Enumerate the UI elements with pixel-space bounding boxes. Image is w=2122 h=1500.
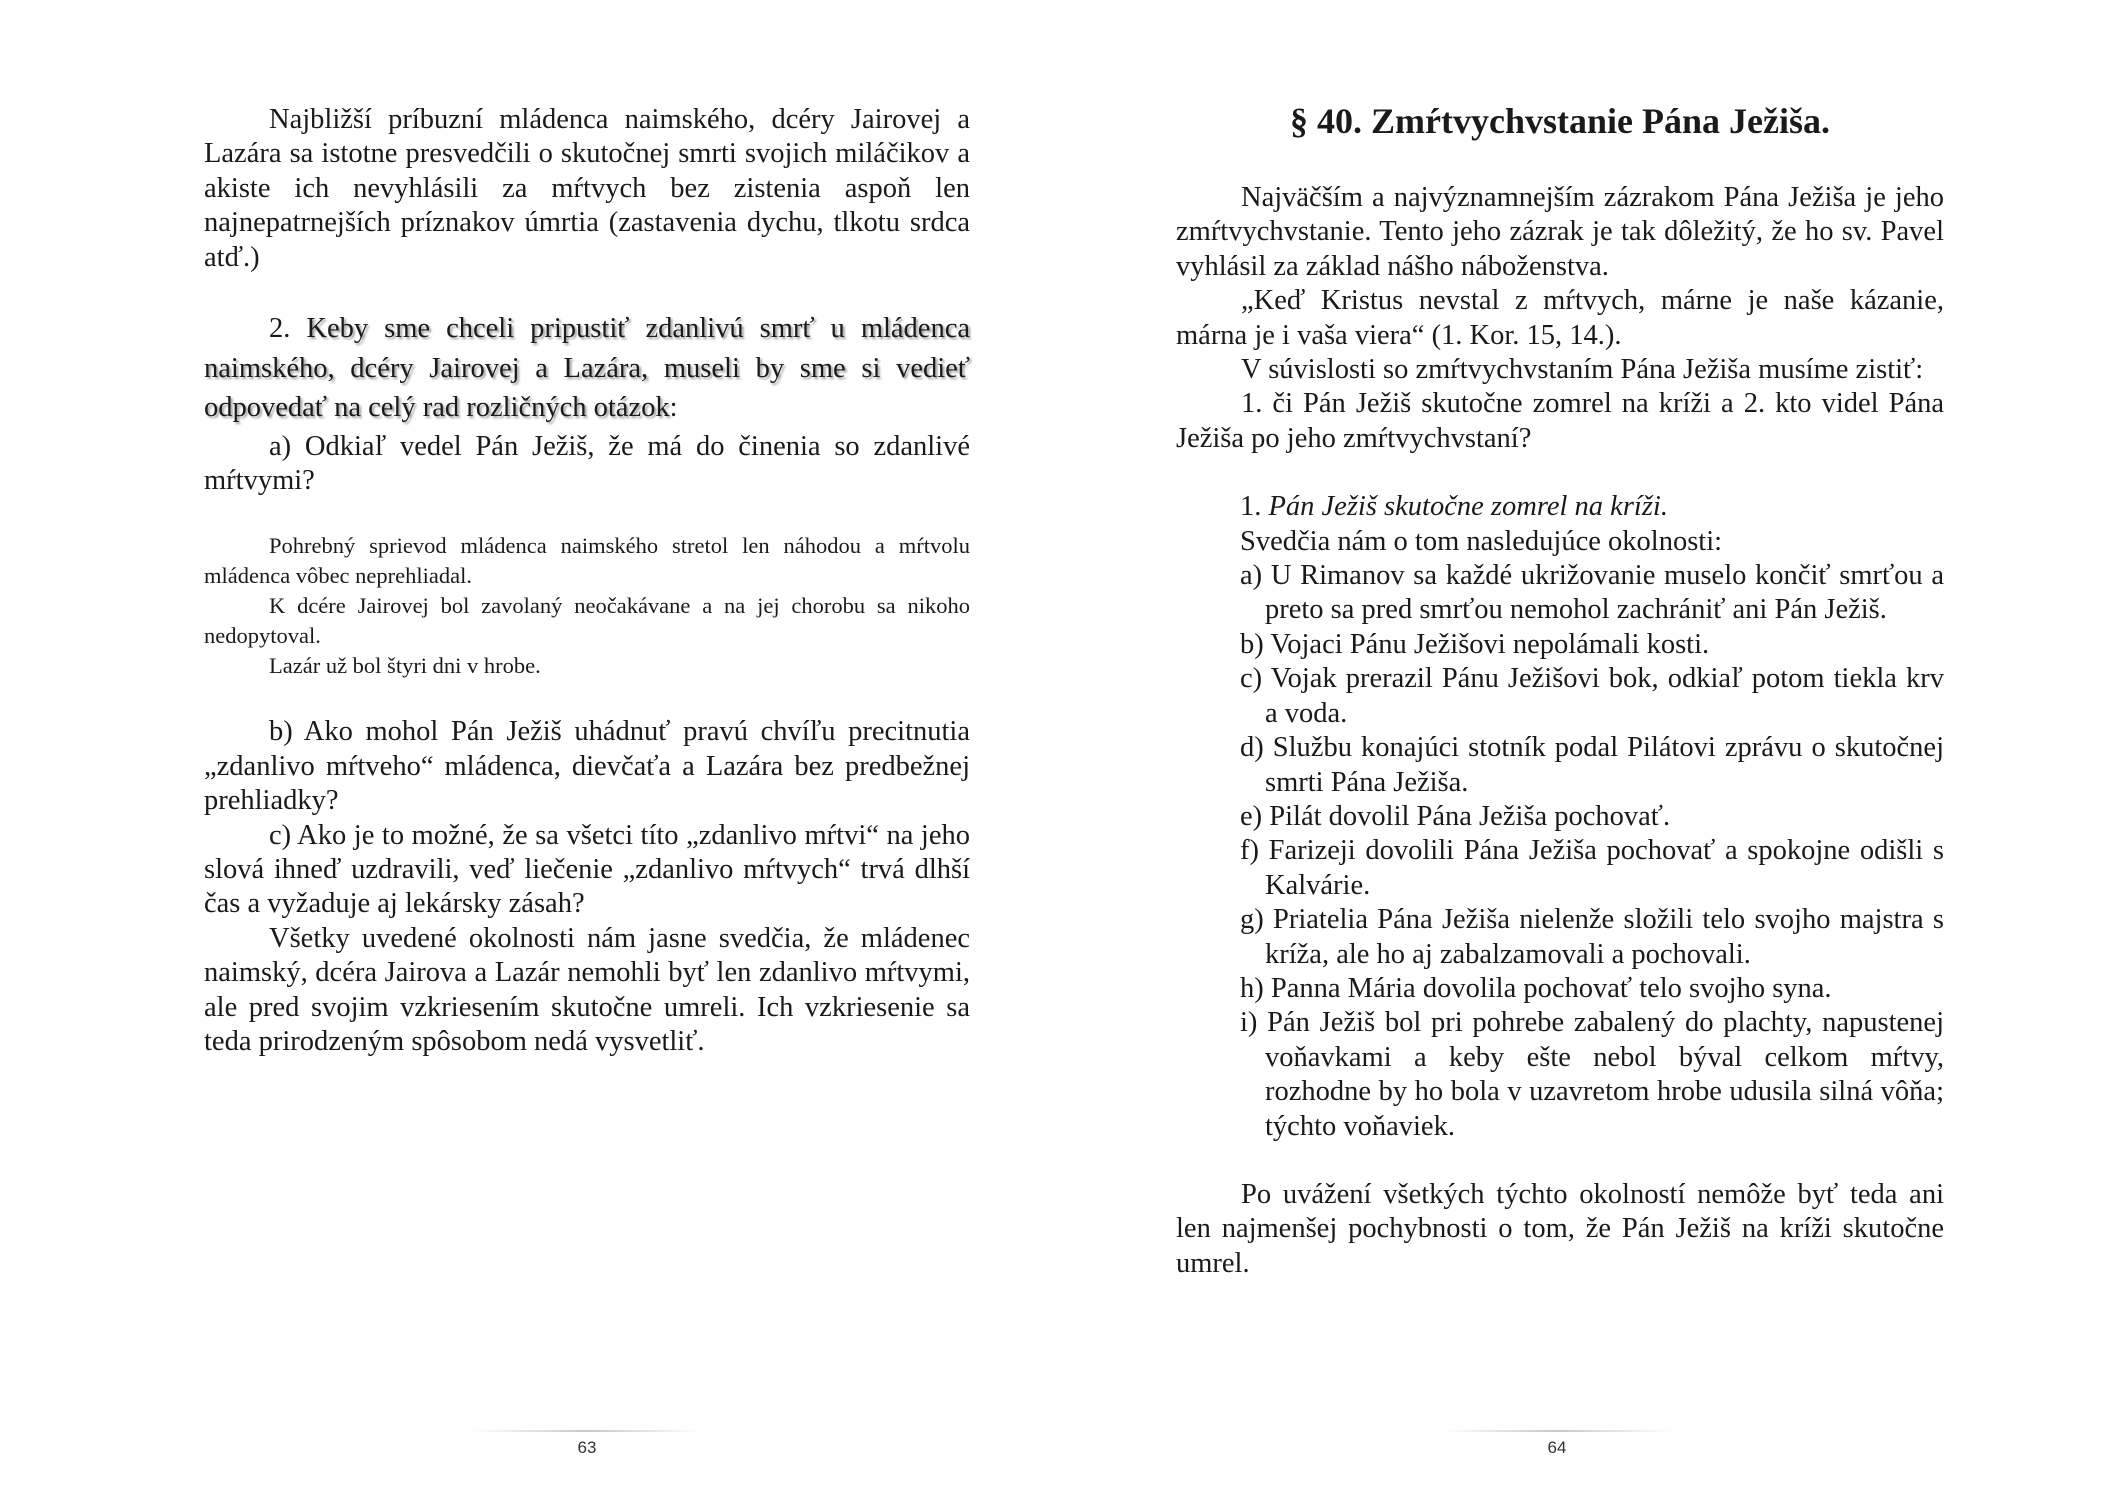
left-page (204, 0, 970, 1500)
list-item: i) Pán Ježiš bol pri pohrebe zabalený do plachty, napustenej voňavkami a keby ešte nebol býval celkom mŕtvy, rozhodne by ho bola v uzavretom hrobe udusila silná vôňa; týchto voňaviek. (1240, 1007, 1944, 1142)
left-question-a: a) Odkiaľ vedel Pán Ježiš, že má do činenia so zdanlivé mŕtvymi? (204, 430, 970, 496)
left-small-note-3: Lazár už bol štyri dni v hrobe. (269, 653, 541, 679)
list-item: h) Panna Mária dovolila pochovať telo svojho syna. (1240, 972, 1832, 1004)
right-section-1-intro: Svedčia nám o tom nasledujúce okolnosti: (1240, 525, 1723, 557)
right-footer-rule (1442, 1430, 1672, 1432)
left-point-2-number: 2. (269, 313, 291, 345)
list-item: f) Farizeji dovolili Pána Ježiša pochovať a spokojne odišli s Kalvárie. (1240, 835, 1944, 901)
left-conclusion: Všetky uvedené okolnosti nám jasne svedčia, že mládenec naimský, dcéra Jairova a Lazár nemohli byť len zdanlivo mŕtvymi, ale pred svojim vzkriesením skutočne umreli. Ich vzkriesenie sa teda prirodzeným spôsobom nedá vysvetliť. (204, 922, 970, 1057)
right-conclusion: Po uvážení všetkých týchto okolností nemôže byť teda ani len najmenšej pochybnosti o tom, že Pán Ježiš na kríži skutočne umrel. (1176, 1178, 1944, 1279)
left-page-footer (472, 1430, 702, 1458)
left-small-notes (204, 531, 970, 681)
list-item: b) Vojaci Pánu Ježišovi nepolámali kosti. (1240, 628, 1710, 660)
right-section-heading: § 40. Zmŕtvychvstanie Pána Ježiša. (1290, 101, 1830, 141)
left-footer-rule (472, 1430, 702, 1432)
list-item: g) Priatelia Pána Ježiša nielenže složili telo svojho majstra s kríža, ale ho aj zabalzamovali a pochovali. (1240, 904, 1944, 970)
list-item: d) Službu konajúci stotník podal Pilátovi zprávu o skutočnej smrti Pána Ježiša. (1240, 732, 1944, 798)
right-section-1-number: 1. (1240, 491, 1262, 523)
right-paragraph-1: Najväčším a najvýznamnejším zázrakom Pána Ježiša je jeho zmŕtvychvstanie. Tento jeho zázrak je tak dôležitý, že ho sv. Pavel vyhlásil za základ nášho náboženstva. (1176, 182, 1944, 282)
left-point-2-paragraph (204, 309, 970, 428)
list-item: c) Vojak prerazil Pánu Ježišovi bok, odkiaľ potom tiekla krv a voda. (1240, 663, 1944, 729)
list-item: a) U Rimanov sa každé ukrižovanie muselo končiť smrťou a preto sa pred smrťou nemohol zachrániť ani Pán Ježiš. (1240, 560, 1944, 626)
left-intro-paragraph: Najbližší príbuzní mládenca naimského, dcéry Jairovej a Lazára sa istotne presvedčili o skutočnej smrti svojich miláčikov a akiste ich nevyhlásili za mŕtvych bez zistenia aspoň len najnepatrnejších príznakov úmrtia (zastavenia dychu, tlkotu srdca atď.) (204, 104, 970, 273)
left-question-c: c) Ako je to možné, že sa všetci títo „zdanlivo mŕtvi“ na jeho slová ihneď uzdravili, veď liečenie „zdanlivo mŕtvych“ trvá dlhší čas a vyžaduje aj lekársky zásah? (204, 819, 970, 920)
right-paragraph-3: V súvislosti so zmŕtvychvstaním Pána Ježiša musíme zistiť: (1241, 354, 1924, 386)
right-section-1-title-line (1176, 490, 1944, 524)
left-point-2-colon: : (669, 392, 678, 424)
left-small-note-2: K dcére Jairovej bol zavolaný neočakávane a na jej chorobu sa nikoho nedopytoval. (204, 593, 970, 649)
left-question-b: b) Ako mohol Pán Ježiš uhádnuť pravú chvíľu precitnutia „zdanlivo mŕtveho“ mládenca, dievčaťa a Lazára bez predbežnej prehliadky? (204, 716, 970, 817)
left-small-note-1: Pohrebný sprievod mládenca naimského stretol len náhodou a mŕtvolu mládenca vôbec neprehliadal. (204, 533, 970, 589)
right-paragraph-2: „Keď Kristus nevstal z mŕtvych, márne je naše kázanie, márna je i vaša viera“ (1. Kor. 15, 14.). (1176, 285, 1944, 351)
right-page (1176, 0, 1944, 1500)
right-evidence-list (1176, 559, 1944, 1144)
left-page-number: 63 (577, 1438, 597, 1457)
right-page-number: 64 (1547, 1438, 1567, 1457)
list-item: e) Pilát dovolil Pána Ježiša pochovať. (1240, 800, 1671, 832)
right-section-1-title: Pán Ježiš skutočne zomrel na kríži. (1268, 491, 1668, 523)
right-page-footer (1442, 1430, 1672, 1458)
right-paragraph-4: 1. či Pán Ježiš skutočne zomrel na kríži a 2. kto videl Pána Ježiša po jeho zmŕtvychvstaní? (1176, 388, 1944, 454)
left-point-2-text: Keby sme chceli pripustiť zdanlivú smrť u mládenca naimského, dcéry Jairovej a Lazára, museli by sme si vedieť odpovedať na celý rad rozličných otázok (204, 313, 971, 424)
